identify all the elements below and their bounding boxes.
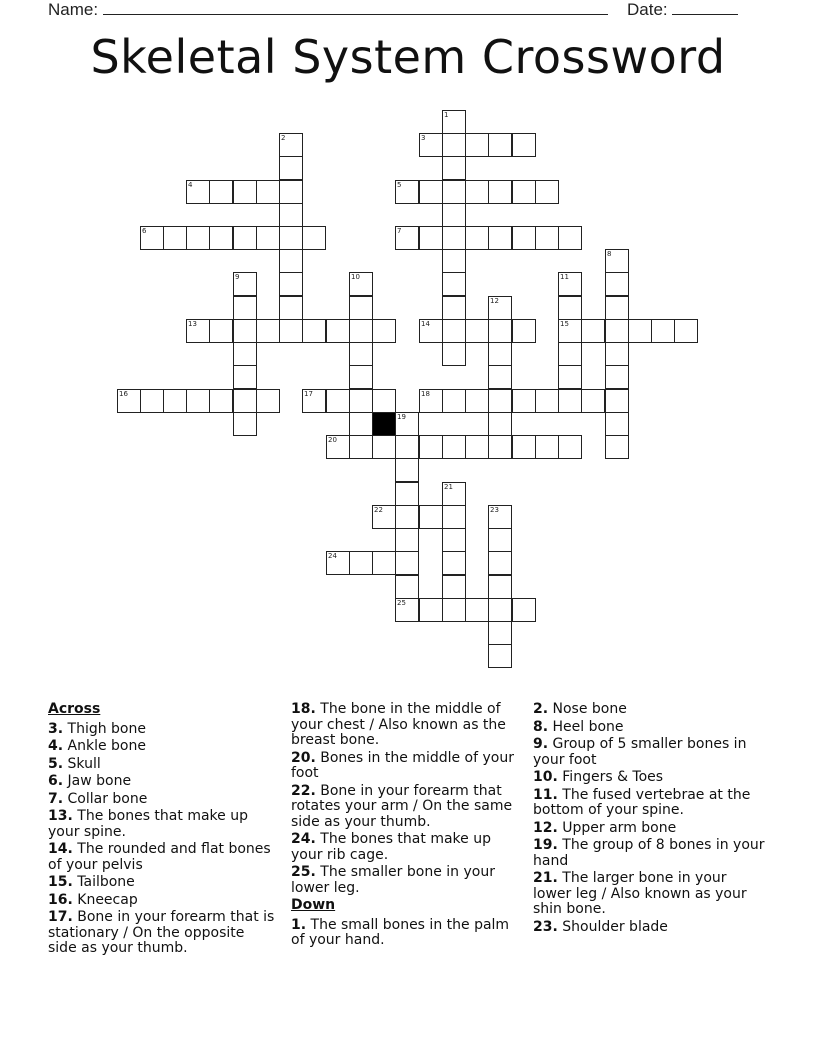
- clue-text: Tailbone: [77, 874, 135, 890]
- clue-number: 7.: [48, 790, 64, 807]
- grid-cell[interactable]: [465, 180, 489, 204]
- grid-cell[interactable]: [488, 505, 512, 529]
- grid-cell[interactable]: [442, 342, 466, 366]
- clue-number: 3.: [48, 720, 64, 737]
- grid-cell[interactable]: [233, 319, 257, 343]
- clue-text: Bones in the middle of your foot: [291, 749, 514, 781]
- clue-number: 7: [397, 227, 402, 235]
- grid-cell[interactable]: [395, 505, 419, 529]
- across-clue: [48, 774, 276, 790]
- grid-cell[interactable]: [256, 226, 280, 250]
- grid-cell[interactable]: [349, 342, 373, 366]
- grid-cell[interactable]: [233, 389, 257, 413]
- across-heading: Across: [48, 701, 101, 717]
- grid-cell[interactable]: [395, 575, 419, 599]
- clue-number: 15.: [48, 874, 73, 890]
- grid-cell[interactable]: [488, 575, 512, 599]
- grid-cell[interactable]: [419, 319, 443, 343]
- grid-cell[interactable]: [442, 133, 466, 157]
- clue-number: 6: [142, 227, 147, 235]
- clue-text: Upper arm bone: [562, 819, 677, 836]
- grid-cell[interactable]: [442, 226, 466, 250]
- grid-cell[interactable]: [349, 296, 373, 320]
- grid-cell[interactable]: [279, 296, 303, 320]
- grid-cell[interactable]: [488, 365, 512, 389]
- grid-cell[interactable]: [326, 551, 350, 575]
- grid-cell[interactable]: [605, 365, 629, 389]
- grid-cell[interactable]: [442, 296, 466, 320]
- across-clue: [48, 809, 276, 840]
- grid-cell[interactable]: [605, 249, 629, 273]
- grid-cell[interactable]: [512, 598, 536, 622]
- grid-cell[interactable]: [535, 389, 559, 413]
- grid-cell[interactable]: [372, 319, 396, 343]
- clue-number: 13.: [48, 808, 73, 824]
- grid-cell[interactable]: [419, 226, 443, 250]
- clue-number: 17.: [48, 909, 73, 925]
- page-title: Skeletal System Crossword: [90, 30, 726, 84]
- clue-number: 19: [397, 413, 406, 421]
- grid-cell[interactable]: [605, 272, 629, 296]
- grid-cell[interactable]: [419, 505, 443, 529]
- grid-cell[interactable]: [442, 272, 466, 296]
- across-clue: [48, 757, 276, 773]
- grid-cell[interactable]: [419, 133, 443, 157]
- across-clue: [48, 722, 276, 738]
- clue-number: 8.: [533, 718, 549, 735]
- date-label: Date:: [627, 0, 668, 19]
- grid-cell[interactable]: [558, 296, 582, 320]
- grid-cell[interactable]: [465, 435, 489, 459]
- grid-cell[interactable]: [233, 226, 257, 250]
- grid-cell[interactable]: [256, 319, 280, 343]
- grid-cell[interactable]: [535, 180, 559, 204]
- clue-number: 24: [328, 552, 337, 560]
- grid-cell[interactable]: [395, 435, 419, 459]
- grid-cell[interactable]: [442, 551, 466, 575]
- grid-cell[interactable]: [326, 389, 350, 413]
- clue-text: The smaller bone in your lower leg.: [291, 864, 495, 896]
- grid-cell[interactable]: [419, 389, 443, 413]
- down-clue: [533, 788, 768, 819]
- down-heading: Down: [291, 897, 336, 913]
- grid-cell[interactable]: [419, 435, 443, 459]
- down-clue: [533, 720, 768, 736]
- clue-number: 23.: [533, 918, 558, 935]
- clue-text: Fingers & Toes: [562, 769, 664, 785]
- clue-number: 1: [444, 111, 449, 119]
- clue-number: 23: [490, 506, 499, 514]
- grid-cell[interactable]: [488, 296, 512, 320]
- clue-number: 11: [560, 273, 569, 281]
- clue-number: 5.: [48, 755, 64, 772]
- clue-number: 1.: [291, 916, 307, 933]
- down-clue: [533, 838, 768, 869]
- grid-cell[interactable]: [349, 551, 373, 575]
- grid-cell[interactable]: [605, 412, 629, 436]
- grid-cell[interactable]: [442, 180, 466, 204]
- grid-cell[interactable]: [186, 180, 210, 204]
- grid-cell[interactable]: [488, 598, 512, 622]
- grid-cell[interactable]: [465, 226, 489, 250]
- down-clue: [291, 918, 526, 949]
- clue-column-3: [533, 702, 768, 937]
- clue-text: The small bones in the palm of your hand.: [291, 916, 510, 948]
- clue-text: Ankle bone: [67, 738, 146, 754]
- grid-cell[interactable]: [581, 389, 605, 413]
- grid-cell[interactable]: [233, 180, 257, 204]
- clue-text: The bones that make up your spine.: [48, 808, 248, 840]
- grid-cell[interactable]: [488, 133, 512, 157]
- grid-cell[interactable]: [488, 226, 512, 250]
- clue-text: The bones that make up your rib cage.: [291, 831, 491, 863]
- grid-cell[interactable]: [442, 156, 466, 180]
- clue-number: 20: [328, 436, 337, 444]
- grid-cell[interactable]: [140, 389, 164, 413]
- black-square: [372, 412, 396, 436]
- grid-cell[interactable]: [279, 203, 303, 227]
- grid-cell[interactable]: [302, 319, 326, 343]
- grid-cell[interactable]: [442, 435, 466, 459]
- clue-number: 9: [235, 273, 240, 281]
- grid-cell[interactable]: [233, 272, 257, 296]
- grid-cell[interactable]: [488, 412, 512, 436]
- clue-number: 14.: [48, 841, 73, 857]
- clue-number: 25: [397, 599, 406, 607]
- down-clue: [533, 702, 768, 718]
- grid-cell[interactable]: [512, 435, 536, 459]
- grid-cell[interactable]: [442, 319, 466, 343]
- grid-cell[interactable]: [395, 528, 419, 552]
- grid-cell[interactable]: [163, 389, 187, 413]
- clue-number: 14: [421, 320, 430, 328]
- grid-cell[interactable]: [558, 226, 582, 250]
- grid-cell[interactable]: [442, 389, 466, 413]
- down-clue: [533, 770, 768, 786]
- clue-number: 10: [351, 273, 360, 281]
- clue-number: 13: [188, 320, 197, 328]
- grid-cell[interactable]: [465, 319, 489, 343]
- clue-text: Kneecap: [77, 891, 138, 908]
- clue-text: Bone in your forearm that rotates your arm / On the same side as your thumb.: [291, 782, 513, 830]
- grid-cell[interactable]: [163, 226, 187, 250]
- across-clue: [291, 702, 526, 749]
- across-clue: [291, 751, 526, 782]
- grid-cell[interactable]: [395, 412, 419, 436]
- grid-cell[interactable]: [442, 203, 466, 227]
- clue-number: 22: [374, 506, 383, 514]
- grid-cell[interactable]: [558, 342, 582, 366]
- grid-cell[interactable]: [349, 435, 373, 459]
- grid-cell[interactable]: [326, 319, 350, 343]
- grid-cell[interactable]: [279, 226, 303, 250]
- grid-cell[interactable]: [442, 249, 466, 273]
- down-clue: [533, 920, 768, 936]
- grid-cell[interactable]: [279, 249, 303, 273]
- grid-cell[interactable]: [488, 621, 512, 645]
- clue-text: Collar bone: [67, 790, 148, 807]
- clue-number: 12.: [533, 819, 558, 836]
- grid-cell[interactable]: [279, 180, 303, 204]
- grid-cell[interactable]: [488, 528, 512, 552]
- across-clue: [48, 739, 276, 755]
- down-clue: [533, 871, 768, 918]
- clue-number: 21.: [533, 870, 558, 886]
- grid-cell[interactable]: [209, 319, 233, 343]
- grid-cell[interactable]: [279, 156, 303, 180]
- clue-number: 9.: [533, 736, 549, 752]
- clue-text: The larger bone in your lower leg / Also known as your shin bone.: [533, 870, 747, 917]
- grid-cell[interactable]: [488, 389, 512, 413]
- grid-cell[interactable]: [488, 551, 512, 575]
- grid-cell[interactable]: [233, 342, 257, 366]
- grid-cell[interactable]: [395, 458, 419, 482]
- clue-number: 22.: [291, 782, 316, 799]
- clue-number: 3: [421, 134, 426, 142]
- grid-cell[interactable]: [488, 319, 512, 343]
- clue-text: Shoulder blade: [562, 918, 668, 935]
- grid-cell[interactable]: [209, 226, 233, 250]
- grid-cell[interactable]: [442, 575, 466, 599]
- clue-number: 17: [304, 390, 313, 398]
- grid-cell[interactable]: [140, 226, 164, 250]
- grid-cell[interactable]: [605, 296, 629, 320]
- grid-cell[interactable]: [186, 389, 210, 413]
- grid-cell[interactable]: [535, 435, 559, 459]
- clue-number: 18: [421, 390, 430, 398]
- clue-number: 16.: [48, 891, 73, 908]
- grid-cell[interactable]: [117, 389, 141, 413]
- grid-cell[interactable]: [302, 389, 326, 413]
- grid-cell[interactable]: [372, 505, 396, 529]
- grid-cell[interactable]: [488, 180, 512, 204]
- grid-cell[interactable]: [372, 435, 396, 459]
- across-clue: [48, 842, 276, 873]
- grid-cell[interactable]: [395, 180, 419, 204]
- grid-cell[interactable]: [233, 296, 257, 320]
- grid-cell[interactable]: [465, 389, 489, 413]
- grid-cell[interactable]: [558, 365, 582, 389]
- clue-text: Thigh bone: [67, 720, 146, 737]
- grid-cell[interactable]: [209, 389, 233, 413]
- grid-cell[interactable]: [442, 598, 466, 622]
- grid-cell[interactable]: [395, 482, 419, 506]
- grid-cell[interactable]: [302, 226, 326, 250]
- clue-column-1: [48, 702, 276, 959]
- grid-cell[interactable]: [349, 389, 373, 413]
- grid-cell[interactable]: [488, 435, 512, 459]
- clue-text: Group of 5 smaller bones in your foot: [533, 736, 747, 768]
- grid-cell[interactable]: [442, 528, 466, 552]
- grid-cell[interactable]: [279, 133, 303, 157]
- grid-cell[interactable]: [349, 412, 373, 436]
- clue-number: 8: [607, 250, 612, 258]
- grid-cell[interactable]: [419, 180, 443, 204]
- clue-number: 15: [560, 320, 569, 328]
- grid-cell[interactable]: [279, 272, 303, 296]
- clue-text: Heel bone: [552, 718, 624, 735]
- grid-cell[interactable]: [558, 435, 582, 459]
- clue-text: The bone in the middle of your chest / Also known as the breast bone.: [291, 701, 506, 748]
- grid-cell[interactable]: [395, 598, 419, 622]
- grid-cell[interactable]: [419, 598, 443, 622]
- grid-cell[interactable]: [349, 319, 373, 343]
- grid-cell[interactable]: [256, 389, 280, 413]
- grid-cell[interactable]: [651, 319, 675, 343]
- clue-number: 2.: [533, 701, 549, 717]
- clue-text: The rounded and flat bones of your pelvis: [48, 841, 271, 873]
- clue-text: Jaw bone: [67, 773, 132, 789]
- clue-number: 11.: [533, 786, 558, 803]
- grid-cell[interactable]: [605, 389, 629, 413]
- grid-cell[interactable]: [372, 551, 396, 575]
- clue-column-2: [291, 702, 526, 951]
- grid-cell[interactable]: [442, 482, 466, 506]
- grid-cell[interactable]: [395, 551, 419, 575]
- clue-text: Bone in your forearm that is stationary / On the opposite side as your thumb.: [48, 909, 275, 956]
- grid-cell[interactable]: [186, 319, 210, 343]
- clue-number: 24.: [291, 831, 316, 847]
- clue-number: 25.: [291, 864, 316, 880]
- clue-text: Skull: [67, 755, 101, 772]
- grid-cell[interactable]: [442, 505, 466, 529]
- clue-number: 21: [444, 483, 453, 491]
- grid-cell[interactable]: [349, 272, 373, 296]
- across-clue: [48, 875, 276, 891]
- clue-number: 4: [188, 181, 193, 189]
- grid-cell[interactable]: [581, 319, 605, 343]
- grid-cell[interactable]: [209, 180, 233, 204]
- grid-cell[interactable]: [279, 319, 303, 343]
- clue-text: Nose bone: [552, 701, 627, 717]
- grid-cell[interactable]: [372, 389, 396, 413]
- clue-number: 20.: [291, 749, 316, 766]
- grid-cell[interactable]: [326, 435, 350, 459]
- across-clue: [48, 893, 276, 909]
- grid-cell[interactable]: [488, 342, 512, 366]
- clue-text: The fused vertebrae at the bottom of your spine.: [533, 786, 751, 818]
- grid-cell[interactable]: [605, 319, 629, 343]
- grid-cell[interactable]: [605, 435, 629, 459]
- grid-cell[interactable]: [558, 272, 582, 296]
- clue-number: 18.: [291, 701, 316, 717]
- grid-cell[interactable]: [558, 319, 582, 343]
- clue-number: 12: [490, 297, 499, 305]
- clue-number: 2: [281, 134, 286, 142]
- grid-cell[interactable]: [349, 365, 373, 389]
- grid-cell[interactable]: [674, 319, 698, 343]
- grid-cell[interactable]: [535, 226, 559, 250]
- grid-cell[interactable]: [512, 319, 536, 343]
- across-clue: [48, 910, 276, 957]
- grid-cell[interactable]: [395, 226, 419, 250]
- clue-number: 6.: [48, 773, 64, 789]
- grid-cell[interactable]: [558, 389, 582, 413]
- grid-cell[interactable]: [512, 226, 536, 250]
- grid-cell[interactable]: [628, 319, 652, 343]
- across-clue: [291, 784, 526, 831]
- down-clue: [533, 821, 768, 837]
- grid-cell[interactable]: [233, 365, 257, 389]
- clue-number: 19.: [533, 837, 558, 853]
- clue-text: The group of 8 bones in your hand: [533, 837, 765, 869]
- grid-cell[interactable]: [512, 389, 536, 413]
- grid-cell[interactable]: [488, 644, 512, 668]
- grid-cell[interactable]: [465, 133, 489, 157]
- clue-number: 16: [119, 390, 128, 398]
- across-clue: [291, 865, 526, 896]
- clue-number: 5: [397, 181, 402, 189]
- grid-cell[interactable]: [465, 598, 489, 622]
- grid-cell[interactable]: [186, 226, 210, 250]
- clue-number: 4.: [48, 738, 64, 754]
- grid-cell[interactable]: [256, 180, 280, 204]
- grid-cell[interactable]: [512, 133, 536, 157]
- grid-cell[interactable]: [442, 110, 466, 134]
- name-label: Name:: [48, 0, 99, 19]
- across-clue: [291, 832, 526, 863]
- down-clue: [533, 737, 768, 768]
- across-clue: [48, 792, 276, 808]
- grid-cell[interactable]: [605, 342, 629, 366]
- grid-cell[interactable]: [233, 412, 257, 436]
- clue-number: 10.: [533, 769, 558, 785]
- grid-cell[interactable]: [512, 180, 536, 204]
